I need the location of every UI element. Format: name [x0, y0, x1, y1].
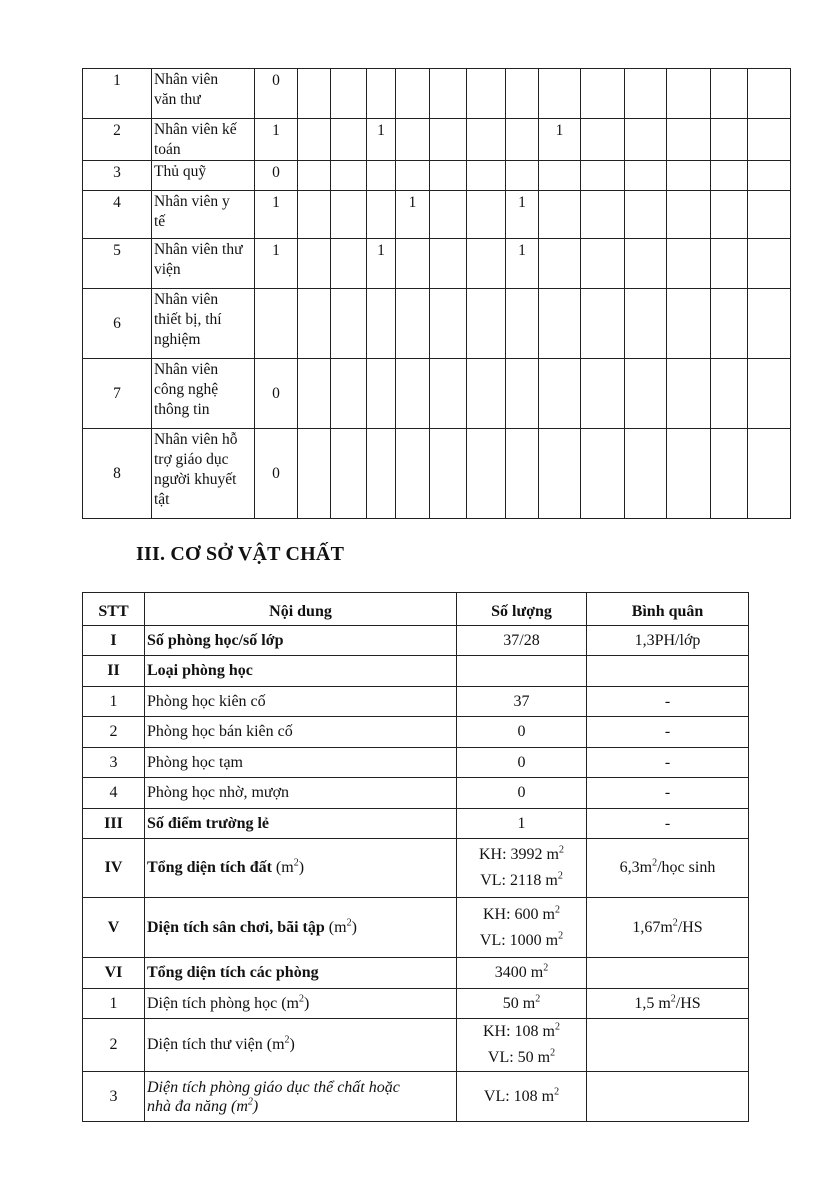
staff-role [152, 161, 255, 191]
staff-value [711, 69, 748, 119]
superscript: 2 [293, 857, 299, 869]
staff-value [748, 161, 791, 191]
superscript: 2 [670, 993, 676, 1005]
staff-value [625, 289, 667, 359]
staff-value [430, 429, 467, 519]
staff-value: 1 [255, 191, 298, 239]
staff-role-line: thông tin [154, 401, 210, 418]
staff-value [581, 359, 625, 429]
staff-value: 1 [367, 239, 396, 289]
facility-row [83, 626, 749, 656]
facility-quantity-line: KH: 108 $m^2$ [483, 1021, 560, 1040]
staff-value [711, 429, 748, 519]
staff-value [539, 289, 581, 359]
staff-role-line: tật [154, 491, 170, 508]
facility-table [82, 592, 749, 1122]
facility-stt: VI [83, 958, 145, 989]
facility-content: Diện tích thư viện $(m^2)$ [145, 1019, 457, 1072]
facility-average [587, 1072, 749, 1122]
facility-quantity [457, 898, 587, 958]
staff-value [506, 359, 539, 429]
staff-stt: 6 [83, 289, 152, 359]
staff-value [581, 289, 625, 359]
staff-value [625, 161, 667, 191]
staff-value [298, 359, 331, 429]
staff-role [152, 119, 255, 161]
staff-value [581, 69, 625, 119]
facility-stt: 2 [83, 717, 145, 748]
facility-header-row [83, 593, 749, 626]
staff-value [711, 239, 748, 289]
facility-content: Phòng học kiên cố [145, 687, 457, 717]
staff-value [748, 359, 791, 429]
facility-quantity [457, 1019, 587, 1072]
facility-quantity: 50 $m^2$ [457, 989, 587, 1019]
staff-role-line: tế [154, 213, 166, 230]
staff-role-line: viện [154, 261, 181, 278]
facility-average [587, 958, 749, 989]
staff-value [625, 429, 667, 519]
facility-average: - [587, 687, 749, 717]
staff-role-line: Nhân viên [154, 291, 219, 308]
staff-value [506, 119, 539, 161]
staff-role-line: toán [154, 141, 181, 158]
staff-value [331, 429, 367, 519]
facility-row [83, 778, 749, 809]
staff-value: 1 [396, 191, 430, 239]
staff-value [667, 429, 711, 519]
facility-stt: I [83, 626, 145, 656]
staff-value [625, 191, 667, 239]
staff-value [506, 69, 539, 119]
facility-average [587, 1019, 749, 1072]
staff-role [152, 429, 255, 519]
facility-content: Số phòng học/số lớp [145, 626, 457, 656]
staff-value [625, 69, 667, 119]
staff-stt: 2 [83, 119, 152, 161]
facility-stt: II [83, 656, 145, 687]
staff-value [667, 69, 711, 119]
header-stt: STT [83, 593, 145, 626]
facility-quantity: 0 [457, 717, 587, 748]
staff-value [467, 119, 506, 161]
superscript: 2 [672, 917, 678, 929]
staff-value [396, 359, 430, 429]
staff-value [298, 429, 331, 519]
staff-role-line: Thủ quỹ [154, 163, 207, 180]
staff-value [711, 119, 748, 161]
staff-value [667, 239, 711, 289]
facility-average: - [587, 809, 749, 839]
facility-stt: 3 [83, 748, 145, 778]
staff-value [331, 69, 367, 119]
staff-value [539, 359, 581, 429]
facility-content [145, 839, 457, 898]
superscript: 2 [557, 870, 563, 882]
staff-role [152, 239, 255, 289]
facility-stt: V [83, 898, 145, 958]
facility-row [83, 839, 749, 898]
staff-role-line: công nghệ [154, 381, 219, 398]
superscript: 2 [558, 930, 564, 942]
facility-row [83, 989, 749, 1019]
superscript: 2 [559, 844, 564, 856]
facility-content-line: nhà đa năng $(m^2)$ [147, 1096, 259, 1115]
staff-row [83, 429, 791, 519]
staff-role [152, 359, 255, 429]
facility-row [83, 687, 749, 717]
staff-value [467, 359, 506, 429]
staff-value [539, 429, 581, 519]
superscript: 2 [554, 1086, 560, 1098]
staff-stt: 5 [83, 239, 152, 289]
facility-stt: 3 [83, 1072, 145, 1122]
staff-role-line: người khuyết [154, 471, 237, 488]
staff-value [430, 191, 467, 239]
staff-value [396, 289, 430, 359]
staff-stt: 8 [83, 429, 152, 519]
staff-role-line: Nhân viên y [154, 193, 230, 210]
staff-value [748, 289, 791, 359]
facility-average: $6,3m^2$/học sinh [587, 839, 749, 898]
staff-value [298, 239, 331, 289]
staff-value [539, 161, 581, 191]
facility-quantity-line: VL: 1000 $m^2$ [479, 930, 564, 949]
facility-row [83, 1019, 749, 1072]
staff-value [711, 359, 748, 429]
facility-row [83, 898, 749, 958]
staff-role-line: nghiệm [154, 331, 201, 348]
staff-value [298, 69, 331, 119]
facility-average: 1,5 $m^2/HS$ [587, 989, 749, 1019]
facility-row [83, 1072, 749, 1122]
staff-value: 1 [255, 119, 298, 161]
superscript: 2 [550, 1047, 556, 1059]
facility-content: Phòng học tạm [145, 748, 457, 778]
superscript: 2 [555, 904, 560, 916]
facility-quantity: VL: 108 $m^2$ [457, 1072, 587, 1122]
staff-table [82, 68, 791, 519]
facility-average [587, 656, 749, 687]
staff-value [430, 239, 467, 289]
staff-value: 0 [255, 429, 298, 519]
staff-value [667, 119, 711, 161]
staff-value [331, 239, 367, 289]
header-quantity: Số lượng [457, 593, 587, 626]
staff-row [83, 239, 791, 289]
staff-value [298, 161, 331, 191]
staff-value [625, 119, 667, 161]
superscript: 2 [284, 1034, 290, 1046]
staff-value [625, 239, 667, 289]
facility-stt: III [83, 809, 145, 839]
staff-value [298, 191, 331, 239]
staff-row [83, 289, 791, 359]
facility-content [145, 1072, 457, 1122]
superscript: 2 [346, 917, 352, 929]
facility-content: Số điểm trường lẻ [145, 809, 457, 839]
facility-stt: IV [83, 839, 145, 898]
facility-content: Phòng học nhờ, mượn [145, 778, 457, 809]
staff-value: 0 [255, 69, 298, 119]
facility-average: - [587, 778, 749, 809]
staff-value [625, 359, 667, 429]
staff-role-line: văn thư [154, 91, 201, 108]
staff-value [539, 191, 581, 239]
staff-value [467, 161, 506, 191]
facility-quantity-line: KH: 600 $m^2$ [483, 904, 560, 923]
superscript: 2 [543, 962, 549, 974]
superscript: 2 [652, 857, 658, 869]
staff-value [711, 161, 748, 191]
facility-row [83, 748, 749, 778]
staff-role-line: Nhân viên kế [154, 121, 237, 138]
staff-value [506, 289, 539, 359]
staff-value [430, 69, 467, 119]
facility-average: 1,3PH/lớp [587, 626, 749, 656]
staff-value [467, 239, 506, 289]
staff-value [506, 161, 539, 191]
facility-row [83, 656, 749, 687]
facility-quantity: 3400 $m^2$ [457, 958, 587, 989]
header-average: Bình quân [587, 593, 749, 626]
facility-content [145, 898, 457, 958]
facility-quantity: 37 [457, 687, 587, 717]
header-content: Nội dung [145, 593, 457, 626]
staff-row [83, 359, 791, 429]
facility-row [83, 717, 749, 748]
staff-value [367, 359, 396, 429]
staff-value [748, 239, 791, 289]
facility-content-unit: $(m^2)$ [324, 917, 357, 936]
staff-value [467, 429, 506, 519]
staff-value [667, 289, 711, 359]
staff-value [430, 289, 467, 359]
staff-value [430, 119, 467, 161]
staff-value [367, 69, 396, 119]
staff-role [152, 289, 255, 359]
staff-value: 1 [367, 119, 396, 161]
facility-average: $1,67m^2/HS$ [587, 898, 749, 958]
staff-value [331, 359, 367, 429]
staff-stt: 1 [83, 69, 152, 119]
staff-value [298, 289, 331, 359]
staff-value [581, 191, 625, 239]
facility-quantity-line: VL: 2118 $m^2$ [480, 870, 563, 889]
facility-content: Phòng học bán kiên cố [145, 717, 457, 748]
facility-content-line: Diện tích phòng giáo dục thể chất hoặc [147, 1078, 400, 1096]
staff-value [748, 429, 791, 519]
staff-value [396, 119, 430, 161]
facility-quantity: 1 [457, 809, 587, 839]
staff-value [396, 161, 430, 191]
staff-value: 1 [506, 239, 539, 289]
staff-value [430, 161, 467, 191]
staff-value [396, 239, 430, 289]
staff-value [539, 69, 581, 119]
facility-stt: 1 [83, 687, 145, 717]
staff-value [467, 69, 506, 119]
superscript: 2 [247, 1096, 253, 1108]
facility-row [83, 958, 749, 989]
staff-stt: 4 [83, 191, 152, 239]
staff-value [506, 429, 539, 519]
staff-value [539, 239, 581, 289]
staff-value [667, 191, 711, 239]
facility-average: - [587, 748, 749, 778]
staff-value [581, 119, 625, 161]
staff-value [331, 289, 367, 359]
staff-value [748, 69, 791, 119]
staff-value: 1 [506, 191, 539, 239]
facility-content-unit: $(m^2)$ [271, 857, 305, 876]
facility-row [83, 809, 749, 839]
superscript: 2 [555, 1021, 560, 1033]
facility-quantity-line: VL: 50 $m^2$ [487, 1047, 556, 1066]
facility-quantity [457, 656, 587, 687]
staff-stt: 7 [83, 359, 152, 429]
facility-quantity: 0 [457, 778, 587, 809]
facility-content: Loại phòng học [145, 656, 457, 687]
facility-stt: 2 [83, 1019, 145, 1072]
staff-role-line: Nhân viên [154, 361, 219, 378]
facility-stt: 1 [83, 989, 145, 1019]
staff-value [367, 191, 396, 239]
staff-row [83, 161, 791, 191]
staff-value [467, 191, 506, 239]
staff-value [581, 429, 625, 519]
staff-value [748, 191, 791, 239]
staff-value [396, 69, 430, 119]
staff-value [667, 359, 711, 429]
staff-value [298, 119, 331, 161]
staff-role-line: Nhân viên hỗ [154, 431, 238, 448]
staff-value [367, 289, 396, 359]
staff-value [467, 289, 506, 359]
facility-quantity-line: KH: 3992 $m^2$ [479, 844, 564, 863]
staff-value: 1 [539, 119, 581, 161]
staff-value [331, 119, 367, 161]
staff-value [331, 191, 367, 239]
staff-role-line: thiết bị, thí [154, 311, 222, 328]
staff-value: 0 [255, 161, 298, 191]
staff-value [667, 161, 711, 191]
facility-average: - [587, 717, 749, 748]
staff-row [83, 69, 791, 119]
staff-role-line: Nhân viên [154, 71, 219, 88]
staff-role-line: Nhân viên thư [154, 241, 243, 258]
staff-value [581, 239, 625, 289]
staff-role [152, 69, 255, 119]
facility-content-label: Tổng diện tích đất [147, 859, 272, 876]
staff-row [83, 191, 791, 239]
facility-quantity: 0 [457, 748, 587, 778]
staff-value: 1 [255, 239, 298, 289]
facility-stt: 4 [83, 778, 145, 809]
staff-value [430, 359, 467, 429]
staff-value [367, 429, 396, 519]
facility-content: Diện tích phòng học $(m^2)$ [145, 989, 457, 1019]
staff-value [331, 161, 367, 191]
staff-value [367, 161, 396, 191]
staff-value [581, 161, 625, 191]
staff-role-line: trợ giáo dục [154, 451, 229, 468]
facility-quantity [457, 839, 587, 898]
staff-value [711, 289, 748, 359]
superscript: 2 [298, 993, 304, 1005]
facility-content-label: Diện tích sân chơi, bãi tập [147, 918, 325, 936]
staff-value: 0 [255, 359, 298, 429]
staff-value [748, 119, 791, 161]
facility-quantity: 37/28 [457, 626, 587, 656]
staff-value [711, 191, 748, 239]
staff-row [83, 119, 791, 161]
staff-stt: 3 [83, 161, 152, 191]
section-title: III. CƠ SỞ VẬT CHẤT [136, 543, 345, 565]
facility-content: Tổng diện tích các phòng [145, 958, 457, 989]
staff-value [396, 429, 430, 519]
superscript: 2 [535, 993, 541, 1005]
staff-role [152, 191, 255, 239]
staff-value [255, 289, 298, 359]
